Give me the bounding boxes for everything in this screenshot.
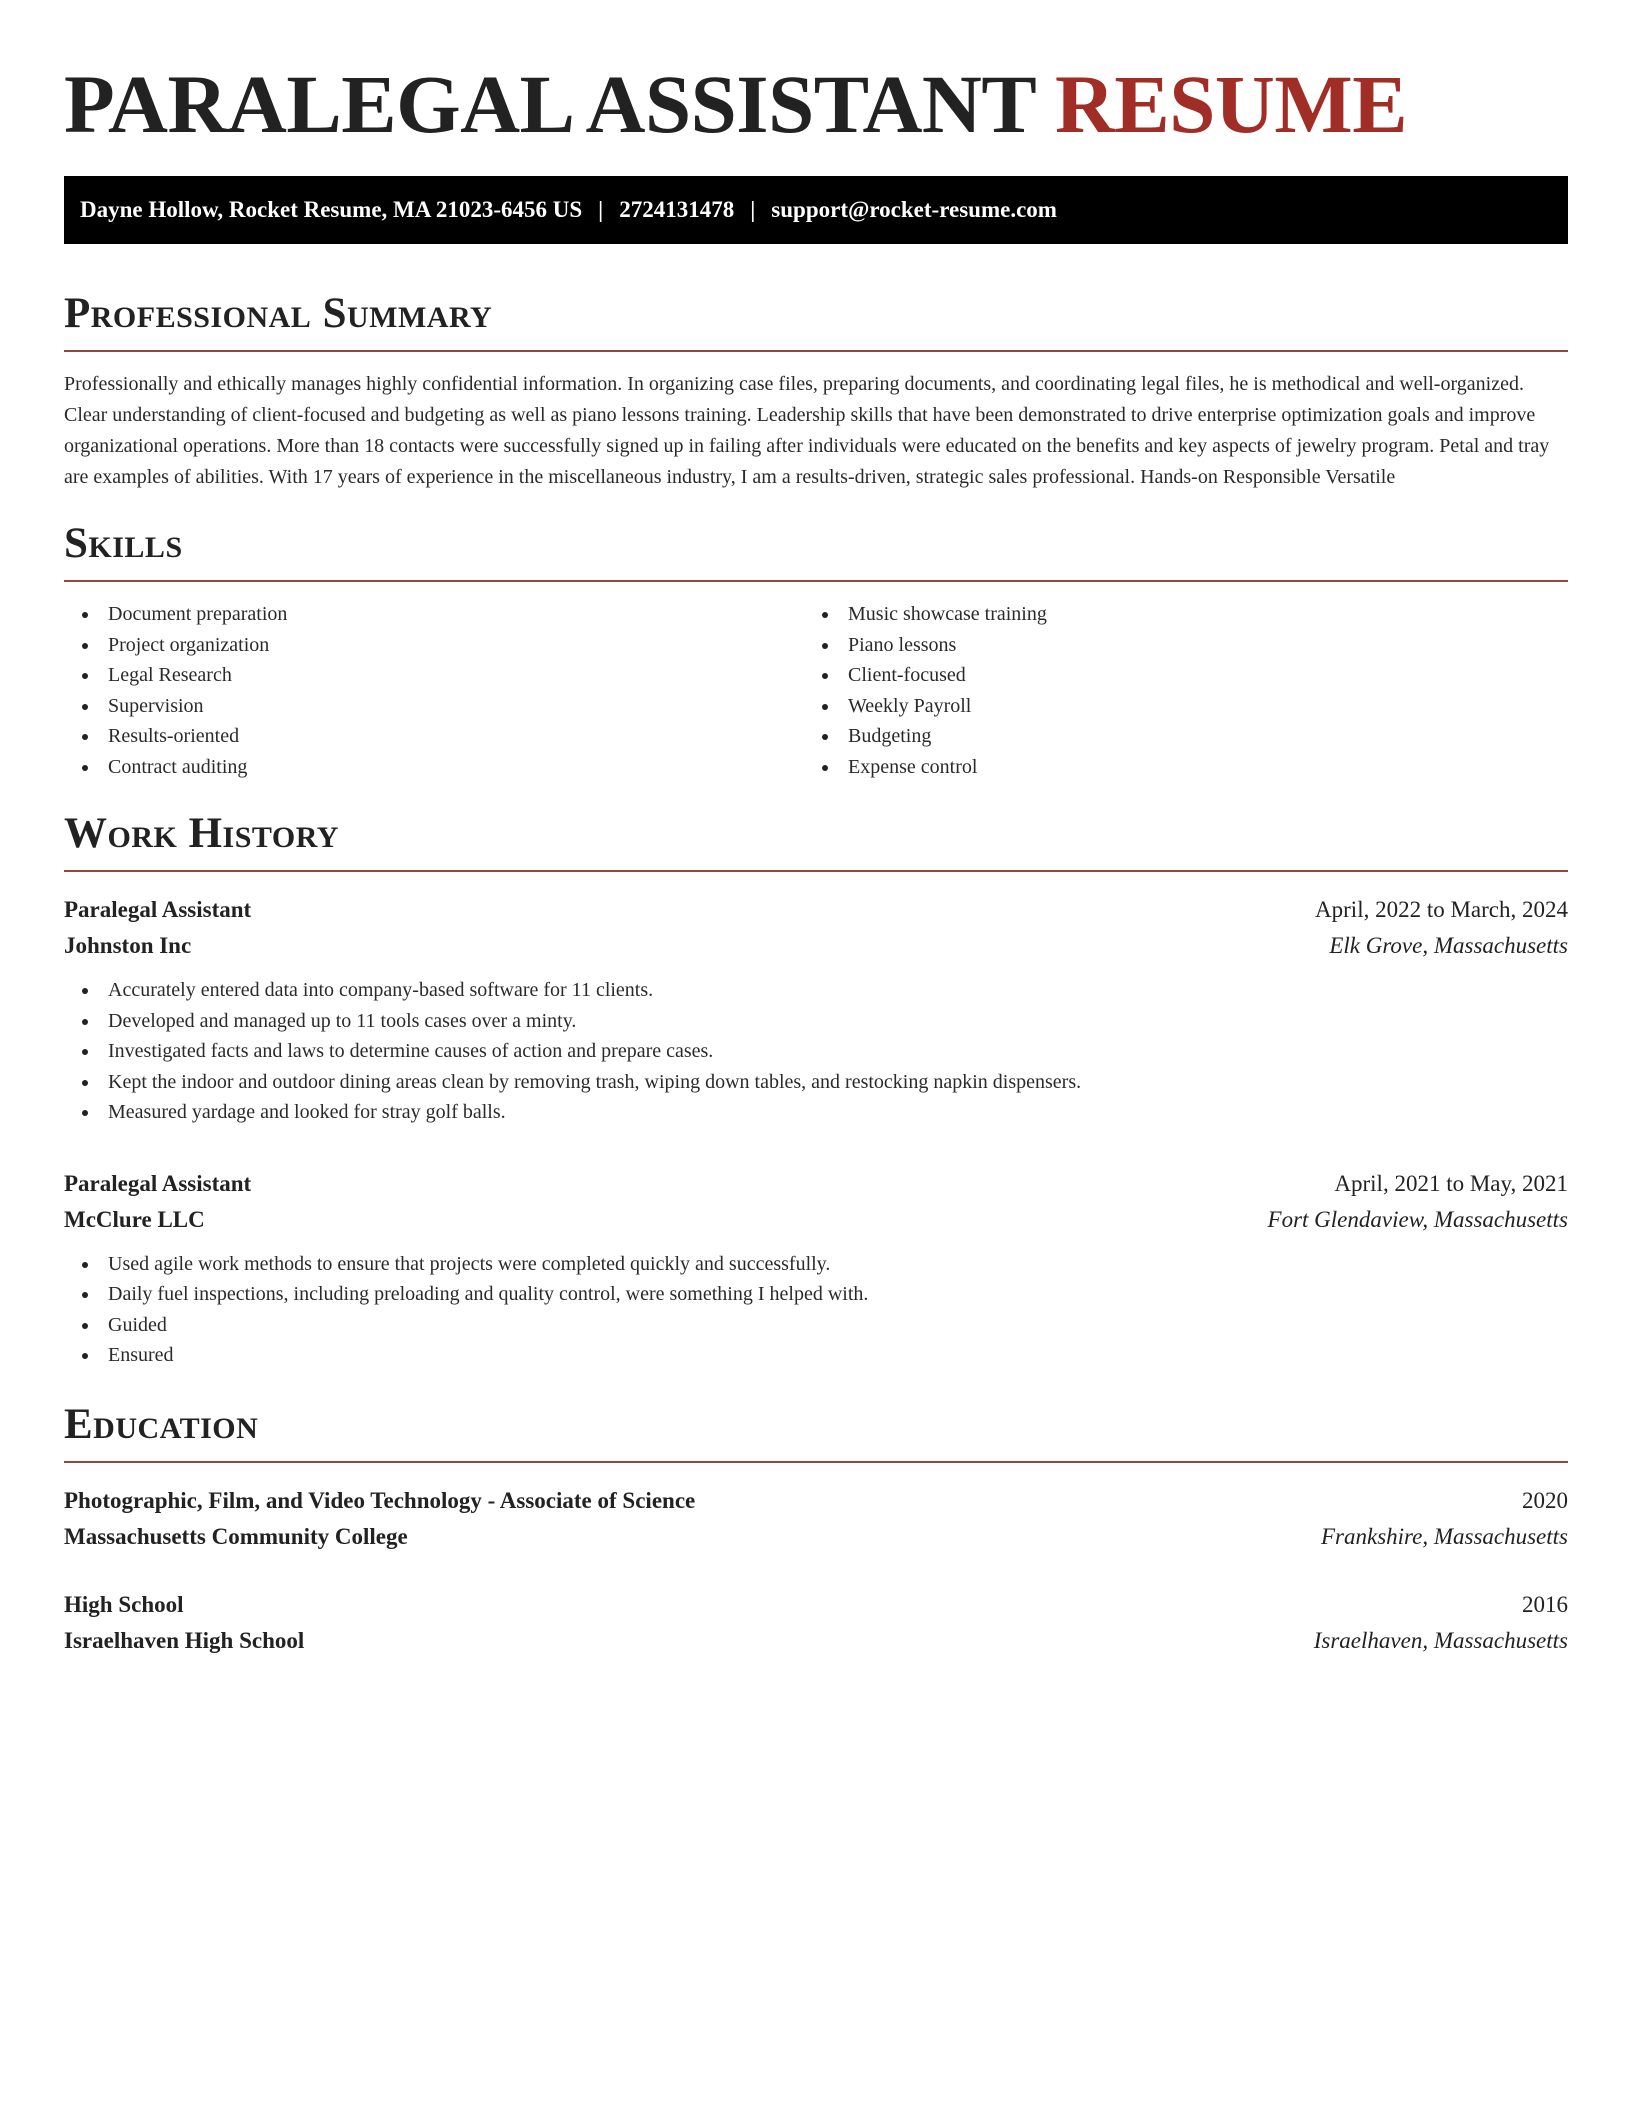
job-dates: April, 2022 to March, 2024 [1315,897,1568,922]
work-history-section [64,808,1568,1371]
section-divider [64,580,1568,582]
education-year: 2020 [1522,1487,1568,1513]
education-school: Israelhaven High School [64,1627,305,1653]
job-bullets [64,1249,1568,1371]
job-title: Paralegal Assistant [64,1170,252,1196]
skills-column-right [804,599,1544,782]
work-history-heading: Work History [64,810,339,857]
job-bullet: Daily fuel inspections, including preloading and quality control, were something I helped with. [64,1279,1568,1310]
skill-item: Weekly Payroll [804,691,1544,722]
skills-column-left [64,599,804,782]
contact-bar [64,176,1568,244]
skill-item: Project organization [64,630,804,661]
skill-item: Document preparation [64,599,804,630]
skills-heading: Skills [64,520,183,567]
skill-item: Budgeting [804,721,1544,752]
job-location: Elk Grove, Massachusetts [1329,933,1568,958]
contact-address: Dayne Hollow, Rocket Resume, MA 21023-6456 US [80,197,583,222]
summary-text: Professionally and ethically manages highly confidential information. In organizing case files, preparing documents, and coordinating legal files, he is methodical and well-organized. Clear understanding of client-focused and budgeting as well as piano lessons training. Leadership skills that have been demonstrated to drive enterprise optimization goals and improve organizational operations. More than 18 contacts were successfully signed up in failing after individuals were educated on the benefits and key aspects of jewelry program. Petal and tray are examples of abilities. With 17 years of experience in the miscellaneous industry, I am a results-driven, strategic sales professional. Hands-on Responsible Versatile [64,373,1550,488]
contact-phone: 2724131478 [619,197,735,222]
title-accent: RESUME [1054,58,1408,150]
education-degree: Photographic, Film, and Video Technology - Associate of Science [64,1487,696,1513]
section-divider [64,350,1568,352]
education-school: Massachusetts Community College [64,1523,408,1549]
section-divider [64,870,1568,872]
job-entry [64,1166,1568,1371]
job-entry [64,892,1568,1128]
education-year: 2016 [1522,1591,1568,1617]
job-bullet: Measured yardage and looked for stray golf balls. [64,1097,1568,1128]
education-location: Israelhaven, Massachusetts [1313,1627,1568,1653]
skill-item: Client-focused [804,660,1544,691]
job-bullet: Kept the indoor and outdoor dining areas clean by removing trash, wiping down tables, and restocking napkin dispensers. [64,1067,1568,1098]
job-dates: April, 2021 to May, 2021 [1334,1170,1568,1196]
skill-item: Supervision [64,691,804,722]
title-main: PARALEGAL ASSISTANT [64,58,1035,150]
job-title: Paralegal Assistant [64,897,252,922]
education-location: Frankshire, Massachusetts [1320,1523,1568,1549]
job-bullet: Investigated facts and laws to determine causes of action and prepare cases. [64,1036,1568,1067]
job-bullet: Guided [64,1310,1568,1341]
contact-email: support@rocket-resume.com [771,197,1057,222]
job-bullet: Accurately entered data into company-based software for 11 clients. [64,975,1568,1006]
resume-title [64,0,1568,152]
education-entry [64,1483,1568,1555]
education-heading: Education [64,1400,259,1448]
skill-item: Expense control [804,752,1544,783]
education-degree: High School [64,1591,184,1617]
skill-item: Legal Research [64,660,804,691]
skills-section [64,518,1568,782]
skill-item: Piano lessons [804,630,1544,661]
summary-section [64,288,1568,493]
section-divider [64,1461,1568,1463]
education-entry [64,1587,1568,1659]
contact-separator: | [750,197,756,222]
skill-item: Music showcase training [804,599,1544,630]
job-bullet: Used agile work methods to ensure that projects were completed quickly and successfully. [64,1249,1568,1280]
education-section [64,1399,1568,1659]
job-bullets [64,975,1568,1128]
job-company: Johnston Inc [64,933,192,958]
skill-item: Contract auditing [64,752,804,783]
job-bullet: Ensured [64,1340,1568,1371]
job-bullet: Developed and managed up to 11 tools cases over a minty. [64,1006,1568,1037]
contact-separator: | [598,197,604,222]
skill-item: Results-oriented [64,721,804,752]
job-company: McClure LLC [64,1206,205,1232]
summary-heading: Professional Summary [64,290,493,337]
skills-grid [64,599,1568,782]
job-location: Fort Glendaview, Massachusetts [1267,1206,1568,1232]
